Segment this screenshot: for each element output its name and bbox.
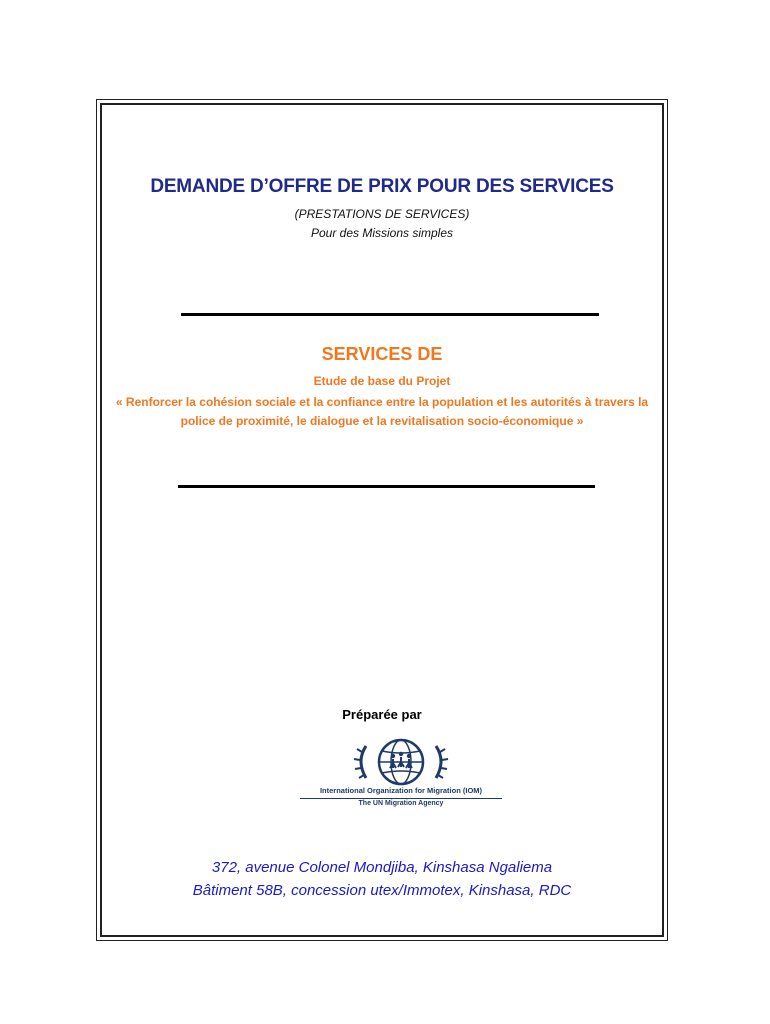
iom-globe-logo-icon bbox=[296, 736, 506, 786]
iom-logo bbox=[296, 736, 506, 816]
project-label: Etude de base du Projet bbox=[313, 374, 451, 388]
divider-bottom bbox=[178, 485, 595, 488]
logo-agency-name: The UN Migration Agency bbox=[358, 800, 444, 807]
address-line-1: 372, avenue Colonel Mondjiba, Kinshasa Ngaliema bbox=[211, 859, 553, 876]
document-subtitle: (PRESTATIONS DE SERVICES) bbox=[294, 207, 470, 221]
address-line-2: Bâtiment 58B, concession utex/Immotex, Kinshasa, RDC bbox=[192, 882, 572, 899]
logo-divider bbox=[300, 798, 502, 799]
document-title: DEMANDE D’OFFRE DE PRIX POUR DES SERVICES bbox=[150, 176, 614, 197]
prepared-by-label: Préparée par bbox=[342, 707, 422, 722]
divider-top bbox=[181, 313, 599, 316]
document-subtitle-missions: Pour des Missions simples bbox=[310, 226, 454, 240]
logo-organization-name: International Organization for Migration (IOM) bbox=[319, 786, 483, 795]
services-title: SERVICES DE bbox=[321, 344, 443, 364]
project-description: « Renforcer la cohésion sociale et la confiance entre la population et les autorités à travers la police de proximité, le dialogue et la revitalisation socio-économique » bbox=[115, 395, 649, 428]
